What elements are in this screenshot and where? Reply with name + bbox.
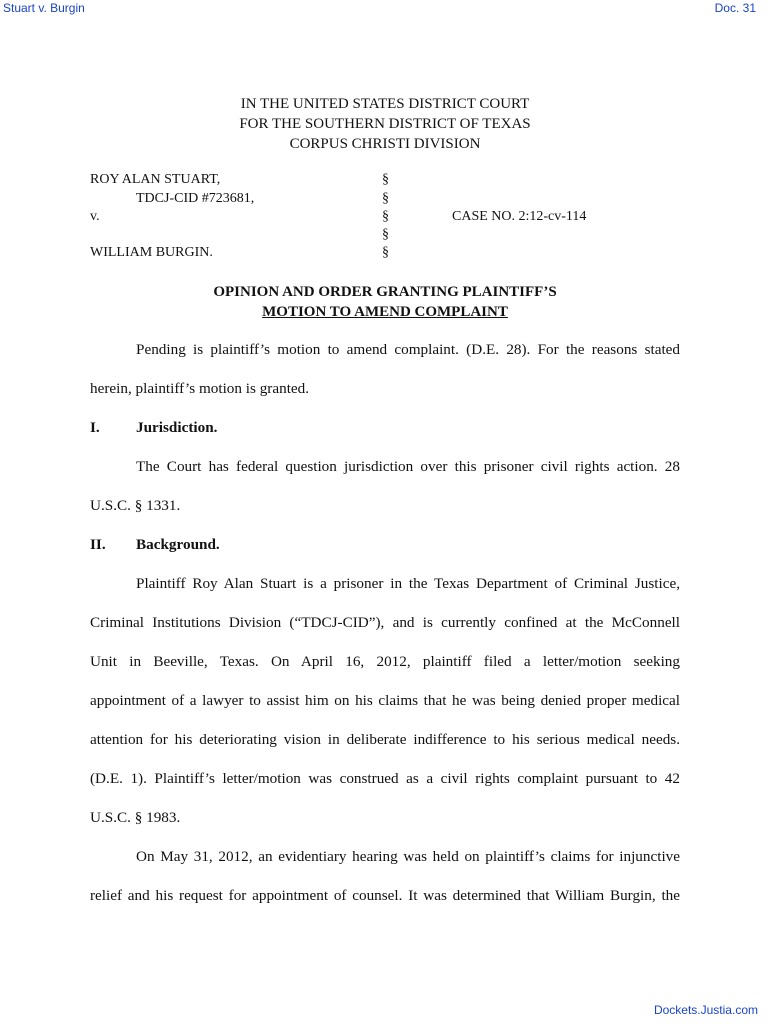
case-title-link[interactable]: Stuart v. Burgin (3, 1, 85, 15)
paragraph-3-line-3: Unit in Beeville, Texas. On April 16, 2012, plaintiff filed a letter/motion seeking (90, 653, 680, 670)
plaintiff-id: TDCJ-CID #723681, (136, 191, 255, 206)
defendant-name: WILLIAM BURGIN. (90, 245, 213, 260)
section-mark: § (382, 227, 389, 242)
court-line-3: CORPUS CHRISTI DIVISION (289, 136, 481, 152)
paragraph-3-line-2: Criminal Institutions Division (“TDCJ-CID”), and is currently confined at the McConnell (90, 614, 680, 631)
court-line-1: IN THE UNITED STATES DISTRICT COURT (240, 96, 530, 112)
title-line-1: OPINION AND ORDER GRANTING PLAINTIFF’S (213, 284, 557, 300)
paragraph-3-line-1: Plaintiff Roy Alan Stuart is a prisoner in the Texas Department of Criminal Justice, (136, 575, 680, 592)
court-line-2: FOR THE SOUTHERN DISTRICT OF TEXAS (239, 116, 531, 132)
document-title (0, 282, 770, 322)
plaintiff-name: ROY ALAN STUART, (90, 172, 221, 187)
section-1-heading: Jurisdiction. (136, 419, 218, 436)
paragraph-3-line-7: U.S.C. § 1983. (90, 809, 181, 826)
versus: v. (90, 209, 100, 224)
paragraph-4-line-2: relief and his request for appointment of counsel. It was determined that William Burgin, the (90, 887, 680, 904)
paragraph-1-line-2: herein, plaintiff’s motion is granted. (90, 380, 310, 397)
section-2-number: II. (90, 536, 106, 553)
title-line-2: MOTION TO AMEND COMPLAINT (262, 304, 508, 320)
case-number: CASE NO. 2:12-cv-114 (452, 209, 587, 224)
section-mark: § (382, 209, 389, 224)
doc-number-link[interactable]: Doc. 31 (714, 1, 756, 15)
section-mark: § (382, 245, 389, 260)
court-heading (0, 94, 770, 154)
paragraph-3-line-5: attention for his deteriorating vision in deliberate indifference to his serious medical needs. (90, 731, 680, 748)
section-mark: § (382, 191, 389, 206)
section-2-heading: Background. (136, 536, 220, 553)
justia-source-link[interactable]: Dockets.Justia.com (653, 1003, 758, 1017)
section-1-number: I. (90, 419, 100, 436)
paragraph-3-line-6: (D.E. 1). Plaintiff’s letter/motion was construed as a civil rights complaint pursuant to 42 (90, 770, 680, 787)
paragraph-2-line-1: The Court has federal question jurisdiction over this prisoner civil rights action. 28 (136, 458, 680, 475)
paragraph-1-line-1: Pending is plaintiff’s motion to amend complaint. (D.E. 28). For the reasons stated (136, 341, 680, 358)
section-mark: § (382, 172, 389, 187)
paragraph-3-line-4: appointment of a lawyer to assist him on his claims that he was being denied proper medical (90, 692, 680, 709)
paragraph-2-line-2: U.S.C. § 1331. (90, 497, 181, 514)
paragraph-4-line-1: On May 31, 2012, an evidentiary hearing was held on plaintiff’s claims for injunctive (136, 848, 680, 865)
